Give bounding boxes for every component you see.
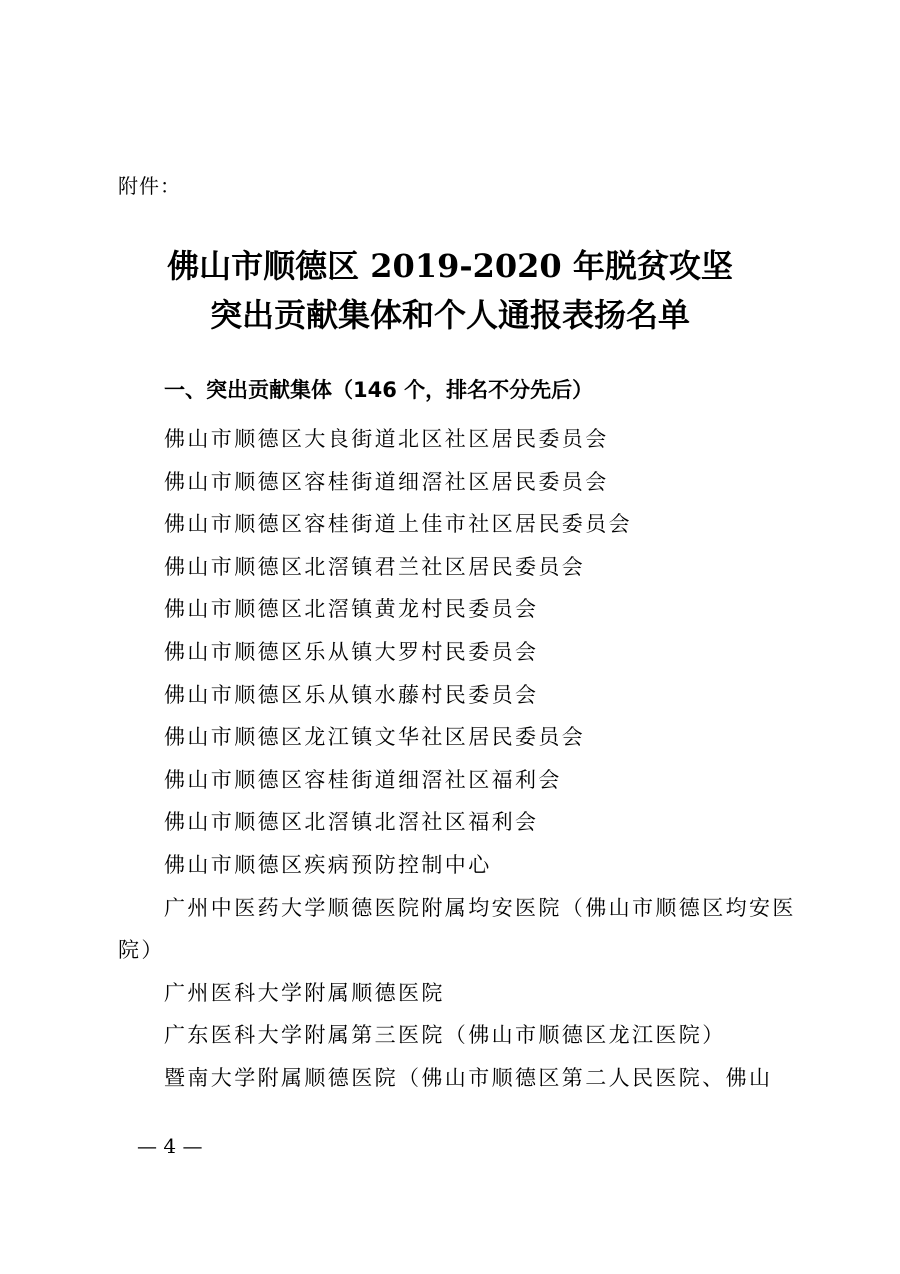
list-item: 广州医科大学附属顺德医院 <box>164 980 445 1005</box>
list-item: 佛山市顺德区疾病预防控制中心 <box>164 852 492 877</box>
list-item: 广东医科大学附属第三医院（佛山市顺德区龙江医院） <box>164 1023 726 1048</box>
section-heading: 一、突出贡献集体（146 个，排名不分先后） <box>164 378 594 402</box>
list-item: 佛山市顺德区北滘镇黄龙村民委员会 <box>164 597 539 622</box>
list-item: 佛山市顺德区容桂街道细滘社区福利会 <box>164 767 562 792</box>
list-item: 佛山市顺德区北滘镇君兰社区居民委员会 <box>164 554 586 579</box>
list-item: 佛山市顺德区大良街道北区社区居民委员会 <box>164 427 609 451</box>
list-item: 暨南大学附属顺德医院（佛山市顺德区第二人民医院、佛山 <box>164 1065 773 1090</box>
list-item: 佛山市顺德区乐从镇水藤村民委员会 <box>164 682 539 707</box>
list-item: 佛山市顺德区乐从镇大罗村民委员会 <box>164 639 539 664</box>
attachment-label: 附件： <box>118 174 181 198</box>
list-item: 佛山市顺德区龙江镇文华社区居民委员会 <box>164 725 586 750</box>
collective-list <box>118 418 798 1100</box>
document-title-line-1: 佛山市顺德区 2019-2020 年脱贫攻坚 <box>167 247 733 285</box>
list-item: 佛山市顺德区容桂街道细滘社区居民委员会 <box>164 469 609 494</box>
document-title-line-2: 突出贡献集体和个人通报表扬名单 <box>209 296 690 334</box>
list-item: 佛山市顺德区北滘镇北滘社区福利会 <box>164 810 539 835</box>
list-item: 佛山市顺德区容桂街道上佳市社区居民委员会 <box>164 512 632 537</box>
list-item: 广州中医药大学顺德医院附属均安医院（佛山市顺德区均安医院） <box>118 895 796 963</box>
page-number: — 4 — <box>137 1134 203 1158</box>
